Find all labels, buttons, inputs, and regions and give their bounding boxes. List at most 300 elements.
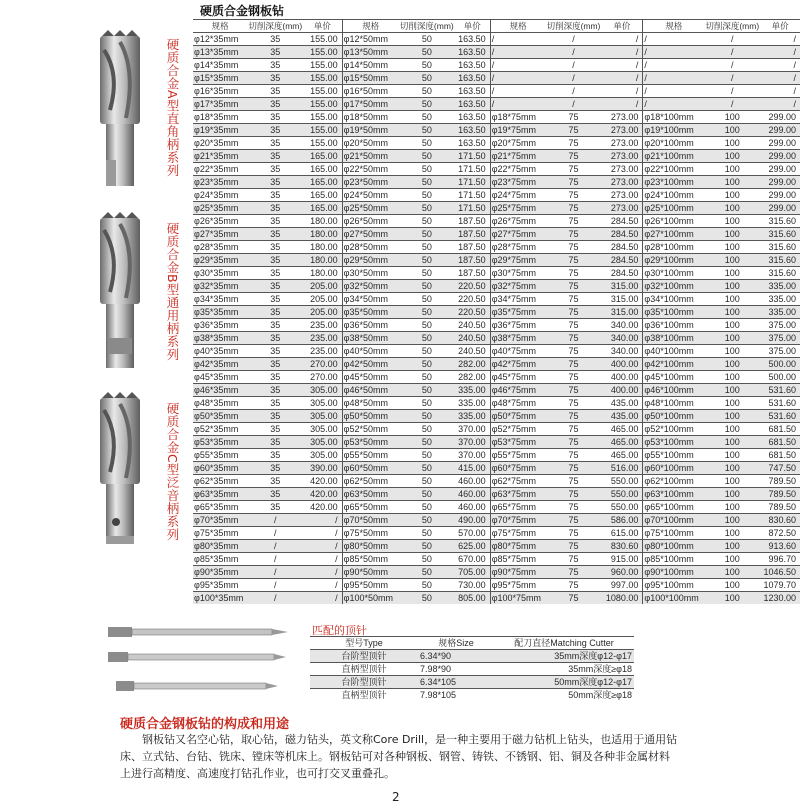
spec-cell: φ53*35mm xyxy=(193,436,247,449)
spec-cell: φ29*50mm xyxy=(342,254,399,267)
price-cell: 370.00 xyxy=(455,449,490,462)
depth-cell: 100 xyxy=(704,449,760,462)
price-cell: 155.00 xyxy=(303,137,342,150)
depth-cell: 50 xyxy=(399,488,455,501)
price-table-row xyxy=(193,371,800,384)
depth-cell: / xyxy=(546,72,602,85)
spec-cell: φ42*35mm xyxy=(193,358,247,371)
spec-cell: / xyxy=(490,33,545,46)
spec-cell: φ45*100mm xyxy=(643,371,704,384)
col-depth: 切削深度(mm) xyxy=(546,21,601,31)
spec-cell: φ60*50mm xyxy=(342,462,399,475)
price-cell: 155.00 xyxy=(303,98,342,111)
price-cell: 163.50 xyxy=(455,98,490,111)
spec-cell: φ52*35mm xyxy=(193,423,247,436)
depth-cell: 100 xyxy=(704,345,760,358)
price-cell: / xyxy=(760,98,800,111)
price-cell: 460.00 xyxy=(455,488,490,501)
page-title: 硬质合金钢板钻 xyxy=(200,4,285,18)
spec-cell: φ28*75mm xyxy=(490,241,545,254)
price-table-row xyxy=(193,111,800,124)
price-cell: 305.00 xyxy=(303,410,342,423)
depth-cell: 75 xyxy=(546,436,602,449)
price-cell: 165.00 xyxy=(303,150,342,163)
spec-cell: φ22*50mm xyxy=(342,163,399,176)
price-table-row xyxy=(193,98,800,111)
depth-cell: 50 xyxy=(399,163,455,176)
spec-cell: φ19*100mm xyxy=(643,124,704,137)
price-cell: 872.50 xyxy=(760,527,800,540)
price-cell: 165.00 xyxy=(303,189,342,202)
spec-cell: φ95*100mm xyxy=(643,579,704,592)
price-cell: 570.00 xyxy=(455,527,490,540)
spec-cell: / xyxy=(490,85,545,98)
price-cell: 273.00 xyxy=(601,124,643,137)
price-cell: 240.50 xyxy=(455,332,490,345)
price-cell: 155.00 xyxy=(303,72,342,85)
depth-cell: 50 xyxy=(399,228,455,241)
price-cell: 315.60 xyxy=(760,241,800,254)
spec-cell: φ75*75mm xyxy=(490,527,545,540)
spec-cell: φ35*50mm xyxy=(342,306,399,319)
cutter-a-image xyxy=(92,30,154,190)
depth-cell: 100 xyxy=(704,566,760,579)
depth-cell: 75 xyxy=(546,488,602,501)
depth-cell: 75 xyxy=(546,566,602,579)
price-cell: 163.50 xyxy=(455,111,490,124)
price-cell: 420.00 xyxy=(303,488,342,501)
spec-cell: / xyxy=(490,72,545,85)
pin-cutter: 50mm深度≥φ18 xyxy=(494,689,634,702)
price-cell: 335.00 xyxy=(760,306,800,319)
spec-cell: φ53*50mm xyxy=(342,436,399,449)
spec-cell: φ28*35mm xyxy=(193,241,247,254)
price-cell: 415.00 xyxy=(455,462,490,475)
price-cell: 305.00 xyxy=(303,423,342,436)
depth-cell: 50 xyxy=(399,579,455,592)
price-cell: 299.00 xyxy=(760,202,800,215)
depth-cell: 100 xyxy=(704,254,760,267)
price-cell: 299.00 xyxy=(760,189,800,202)
depth-cell: 75 xyxy=(546,306,602,319)
spec-cell: φ21*50mm xyxy=(342,150,399,163)
price-cell: 805.00 xyxy=(455,592,490,605)
spec-cell: φ53*75mm xyxy=(490,436,545,449)
spec-cell: φ63*100mm xyxy=(643,488,704,501)
depth-cell: 35 xyxy=(247,163,303,176)
price-table-row xyxy=(193,566,800,579)
price-table-row xyxy=(193,241,800,254)
pin-size: 6.34*90 xyxy=(418,650,494,663)
price-cell: 155.00 xyxy=(303,33,342,46)
spec-cell: φ60*35mm xyxy=(193,462,247,475)
price-cell: 187.50 xyxy=(455,228,490,241)
spec-cell: φ65*50mm xyxy=(342,501,399,514)
price-cell: 284.50 xyxy=(601,241,643,254)
col-price: 单价 xyxy=(455,20,490,33)
price-cell: 625.00 xyxy=(455,540,490,553)
depth-cell: 50 xyxy=(399,293,455,306)
price-table-row xyxy=(193,319,800,332)
price-cell: 681.50 xyxy=(760,436,800,449)
price-cell: 299.00 xyxy=(760,111,800,124)
price-cell: 163.50 xyxy=(455,59,490,72)
spec-cell: φ32*75mm xyxy=(490,280,545,293)
spec-cell: φ42*75mm xyxy=(490,358,545,371)
spec-cell: φ100*35mm xyxy=(193,592,247,605)
price-cell: 375.00 xyxy=(760,332,800,345)
price-table-row xyxy=(193,358,800,371)
price-cell: 460.00 xyxy=(455,475,490,488)
price-cell: 171.50 xyxy=(455,150,490,163)
depth-cell: / xyxy=(247,540,303,553)
price-cell: 235.00 xyxy=(303,332,342,345)
depth-cell: 50 xyxy=(399,527,455,540)
depth-cell: / xyxy=(704,46,760,59)
pin-cutter: 50mm深度φ12-φ17 xyxy=(494,676,634,689)
spec-cell: φ40*35mm xyxy=(193,345,247,358)
depth-cell: 35 xyxy=(247,410,303,423)
spec-cell: φ48*50mm xyxy=(342,397,399,410)
price-cell: 171.50 xyxy=(455,202,490,215)
spec-cell: φ36*75mm xyxy=(490,319,545,332)
price-cell: 240.50 xyxy=(455,319,490,332)
depth-cell: 50 xyxy=(399,319,455,332)
depth-cell: 35 xyxy=(247,241,303,254)
depth-cell: 75 xyxy=(546,371,602,384)
spec-cell: φ12*35mm xyxy=(193,33,247,46)
price-cell: 187.50 xyxy=(455,254,490,267)
depth-cell: 75 xyxy=(546,111,602,124)
spec-cell: φ13*50mm xyxy=(342,46,399,59)
spec-cell: φ55*75mm xyxy=(490,449,545,462)
price-table-row xyxy=(193,501,800,514)
depth-cell: 35 xyxy=(247,319,303,332)
price-table-body xyxy=(193,33,800,605)
depth-cell: 100 xyxy=(704,514,760,527)
spec-cell: φ16*35mm xyxy=(193,85,247,98)
depth-cell: 100 xyxy=(704,267,760,280)
depth-cell: 50 xyxy=(399,397,455,410)
spec-cell: φ50*35mm xyxy=(193,410,247,423)
spec-cell: φ34*35mm xyxy=(193,293,247,306)
spec-cell: / xyxy=(490,46,545,59)
price-cell: 465.00 xyxy=(601,449,643,462)
price-table-row xyxy=(193,579,800,592)
depth-cell: / xyxy=(247,527,303,540)
ejector-pin-1-image xyxy=(108,624,290,640)
depth-cell: 35 xyxy=(247,189,303,202)
price-table-row xyxy=(193,72,800,85)
col-spec: 规格 xyxy=(342,20,399,33)
price-cell: 273.00 xyxy=(601,189,643,202)
price-cell: 586.00 xyxy=(601,514,643,527)
depth-cell: 50 xyxy=(399,124,455,137)
spec-cell: φ26*100mm xyxy=(643,215,704,228)
price-cell: 550.00 xyxy=(601,488,643,501)
price-table-row xyxy=(193,150,800,163)
price-table-row xyxy=(193,202,800,215)
price-cell: 284.50 xyxy=(601,267,643,280)
spec-cell: φ23*100mm xyxy=(643,176,704,189)
price-table-row xyxy=(193,514,800,527)
price-cell: 340.00 xyxy=(601,319,643,332)
price-cell: 531.60 xyxy=(760,397,800,410)
spec-cell: φ100*50mm xyxy=(342,592,399,605)
price-cell: 273.00 xyxy=(601,176,643,189)
price-table-row xyxy=(193,436,800,449)
depth-cell: 100 xyxy=(704,176,760,189)
spec-cell: φ35*100mm xyxy=(643,306,704,319)
price-table-row xyxy=(193,345,800,358)
pin-size: 7.98*105 xyxy=(418,689,494,702)
price-cell: 180.00 xyxy=(303,215,342,228)
spec-cell: φ48*75mm xyxy=(490,397,545,410)
spec-cell: φ100*75mm xyxy=(490,592,545,605)
price-cell: 996.70 xyxy=(760,553,800,566)
depth-cell: 35 xyxy=(247,423,303,436)
price-cell: 915.00 xyxy=(601,553,643,566)
spec-cell: φ20*35mm xyxy=(193,137,247,150)
cutter-c-image xyxy=(92,392,154,552)
col-price: 单价 xyxy=(303,20,342,33)
price-cell: 670.00 xyxy=(455,553,490,566)
series-label-a: 硬质合金A型直角柄系列 xyxy=(165,38,180,178)
spec-cell: φ95*35mm xyxy=(193,579,247,592)
price-cell: 705.00 xyxy=(455,566,490,579)
depth-cell: 75 xyxy=(546,540,602,553)
spec-cell: φ18*50mm xyxy=(342,111,399,124)
spec-cell: φ30*50mm xyxy=(342,267,399,280)
spec-cell: / xyxy=(643,46,704,59)
depth-cell: 35 xyxy=(247,124,303,137)
price-cell: 370.00 xyxy=(455,436,490,449)
spec-cell: φ53*100mm xyxy=(643,436,704,449)
depth-cell: / xyxy=(546,46,602,59)
pin-section-title: 匹配的顶针 xyxy=(312,624,367,637)
price-cell: 789.50 xyxy=(760,488,800,501)
spec-cell: φ95*75mm xyxy=(490,579,545,592)
col-price: 单价 xyxy=(760,20,800,33)
spec-cell: φ26*75mm xyxy=(490,215,545,228)
spec-cell: φ36*100mm xyxy=(643,319,704,332)
price-cell: 282.00 xyxy=(455,358,490,371)
price-cell: 400.00 xyxy=(601,371,643,384)
price-cell: 284.50 xyxy=(601,254,643,267)
price-cell: 516.00 xyxy=(601,462,643,475)
spec-cell: φ50*100mm xyxy=(643,410,704,423)
price-table-row xyxy=(193,397,800,410)
spec-cell: φ18*100mm xyxy=(643,111,704,124)
price-table-row xyxy=(193,33,800,46)
spec-cell: φ20*50mm xyxy=(342,137,399,150)
depth-cell: 50 xyxy=(399,33,455,46)
depth-cell: 35 xyxy=(247,397,303,410)
price-cell: 550.00 xyxy=(601,501,643,514)
depth-cell: 35 xyxy=(247,59,303,72)
price-cell: 205.00 xyxy=(303,280,342,293)
spec-cell: φ29*75mm xyxy=(490,254,545,267)
price-cell: 1230.00 xyxy=(760,592,800,605)
depth-cell: 100 xyxy=(704,228,760,241)
spec-cell: φ15*35mm xyxy=(193,72,247,85)
price-cell: 270.00 xyxy=(303,371,342,384)
spec-cell: φ12*50mm xyxy=(342,33,399,46)
spec-cell: φ40*50mm xyxy=(342,345,399,358)
spec-cell: φ60*100mm xyxy=(643,462,704,475)
depth-cell: 35 xyxy=(247,46,303,59)
price-cell: / xyxy=(303,566,342,579)
depth-cell: 35 xyxy=(247,436,303,449)
depth-cell: 50 xyxy=(399,98,455,111)
depth-cell: 50 xyxy=(399,345,455,358)
section-description: 钢板钻又名空心钻，取心钻，磁力钻头，英文称Core Drill，是一种主要用于磁力钻机上钻头，也适用于通用钻床、立式钻、台钻、铣床、镗床等机床上。钢板钻可对各种钢板、钢管、铸铁、不锈钢、铝、铜及各种非金属材料上进行高精度、高速度打钻孔作业，也可打交叉重叠孔。 xyxy=(120,733,678,780)
depth-cell: 75 xyxy=(546,527,602,540)
price-cell: 240.50 xyxy=(455,345,490,358)
price-cell: 1046.50 xyxy=(760,566,800,579)
price-cell: 400.00 xyxy=(601,384,643,397)
price-table-row xyxy=(193,540,800,553)
spec-cell: φ36*35mm xyxy=(193,319,247,332)
price-table-row xyxy=(193,254,800,267)
depth-cell: 50 xyxy=(399,306,455,319)
price-cell: 235.00 xyxy=(303,319,342,332)
price-cell: / xyxy=(760,59,800,72)
price-cell: 960.00 xyxy=(601,566,643,579)
price-table-row xyxy=(193,215,800,228)
spec-cell: φ62*50mm xyxy=(342,475,399,488)
depth-cell: / xyxy=(247,592,303,605)
spec-cell: φ22*75mm xyxy=(490,163,545,176)
depth-cell: 50 xyxy=(399,72,455,85)
depth-cell: 100 xyxy=(704,150,760,163)
price-cell: 187.50 xyxy=(455,241,490,254)
spec-cell: φ45*75mm xyxy=(490,371,545,384)
depth-cell: 50 xyxy=(399,384,455,397)
depth-cell: 35 xyxy=(247,72,303,85)
spec-cell: φ40*100mm xyxy=(643,345,704,358)
depth-cell: 35 xyxy=(247,501,303,514)
spec-cell: φ26*50mm xyxy=(342,215,399,228)
pin-col-type: 型号Type xyxy=(310,637,418,650)
depth-cell: 35 xyxy=(247,306,303,319)
spec-cell: φ19*35mm xyxy=(193,124,247,137)
price-cell: 270.00 xyxy=(303,358,342,371)
price-cell: 165.00 xyxy=(303,163,342,176)
spec-cell: φ65*35mm xyxy=(193,501,247,514)
spec-cell: / xyxy=(643,98,704,111)
spec-cell: φ90*35mm xyxy=(193,566,247,579)
price-cell: 400.00 xyxy=(601,358,643,371)
price-table-row xyxy=(193,163,800,176)
depth-cell: 35 xyxy=(247,267,303,280)
depth-cell: 50 xyxy=(399,280,455,293)
depth-cell: 35 xyxy=(247,85,303,98)
pin-row xyxy=(310,689,634,702)
depth-cell: 75 xyxy=(546,241,602,254)
price-cell: / xyxy=(601,33,643,46)
depth-cell: 75 xyxy=(546,462,602,475)
depth-cell: 100 xyxy=(704,488,760,501)
col-spec: 规格 xyxy=(193,20,247,33)
price-cell: 315.00 xyxy=(601,293,643,306)
price-cell: 299.00 xyxy=(760,137,800,150)
spec-cell: φ46*100mm xyxy=(643,384,704,397)
price-cell: / xyxy=(303,579,342,592)
spec-cell: φ27*35mm xyxy=(193,228,247,241)
spec-cell: φ63*75mm xyxy=(490,488,545,501)
spec-cell: φ42*50mm xyxy=(342,358,399,371)
depth-cell: 50 xyxy=(399,202,455,215)
spec-cell: φ50*50mm xyxy=(342,410,399,423)
depth-cell: 75 xyxy=(546,189,602,202)
spec-cell: φ24*75mm xyxy=(490,189,545,202)
spec-cell: φ75*100mm xyxy=(643,527,704,540)
spec-cell: φ55*35mm xyxy=(193,449,247,462)
spec-cell: φ19*50mm xyxy=(342,124,399,137)
price-table-row xyxy=(193,85,800,98)
spec-cell: φ80*100mm xyxy=(643,540,704,553)
spec-cell: / xyxy=(490,59,545,72)
depth-cell: 100 xyxy=(704,358,760,371)
depth-cell: / xyxy=(704,33,760,46)
spec-cell: φ85*50mm xyxy=(342,553,399,566)
depth-cell: 100 xyxy=(704,540,760,553)
spec-cell: φ70*100mm xyxy=(643,514,704,527)
depth-cell: 75 xyxy=(546,553,602,566)
spec-cell: φ35*75mm xyxy=(490,306,545,319)
spec-cell: φ38*35mm xyxy=(193,332,247,345)
depth-cell: 100 xyxy=(704,111,760,124)
spec-cell: φ52*50mm xyxy=(342,423,399,436)
spec-cell: φ63*35mm xyxy=(193,488,247,501)
depth-cell: 35 xyxy=(247,98,303,111)
price-cell: 550.00 xyxy=(601,475,643,488)
price-cell: 315.60 xyxy=(760,228,800,241)
depth-cell: 35 xyxy=(247,371,303,384)
spec-cell: φ34*75mm xyxy=(490,293,545,306)
price-table-row xyxy=(193,553,800,566)
depth-cell: 100 xyxy=(704,241,760,254)
price-cell: 340.00 xyxy=(601,345,643,358)
spec-cell: φ90*75mm xyxy=(490,566,545,579)
price-table-row xyxy=(193,475,800,488)
depth-cell: 35 xyxy=(247,176,303,189)
section-title: 硬质合金钢板钻的构成和用途 xyxy=(120,717,290,732)
price-cell: 305.00 xyxy=(303,436,342,449)
pin-col-size: 规格Size xyxy=(418,637,494,650)
depth-cell: 35 xyxy=(247,33,303,46)
price-table-row xyxy=(193,137,800,150)
depth-cell: 100 xyxy=(704,163,760,176)
spec-cell: φ25*75mm xyxy=(490,202,545,215)
depth-cell: 100 xyxy=(704,579,760,592)
price-cell: 460.00 xyxy=(455,501,490,514)
depth-cell: / xyxy=(247,566,303,579)
price-cell: 730.00 xyxy=(455,579,490,592)
spec-cell: / xyxy=(643,33,704,46)
spec-cell: φ28*100mm xyxy=(643,241,704,254)
price-cell: 299.00 xyxy=(760,150,800,163)
depth-cell: 75 xyxy=(546,254,602,267)
spec-cell: φ15*50mm xyxy=(342,72,399,85)
ejector-pin-3-image xyxy=(116,679,282,693)
spec-cell: φ21*75mm xyxy=(490,150,545,163)
price-cell: 220.50 xyxy=(455,306,490,319)
price-table-row xyxy=(193,228,800,241)
spec-cell: φ80*50mm xyxy=(342,540,399,553)
spec-cell: φ46*35mm xyxy=(193,384,247,397)
